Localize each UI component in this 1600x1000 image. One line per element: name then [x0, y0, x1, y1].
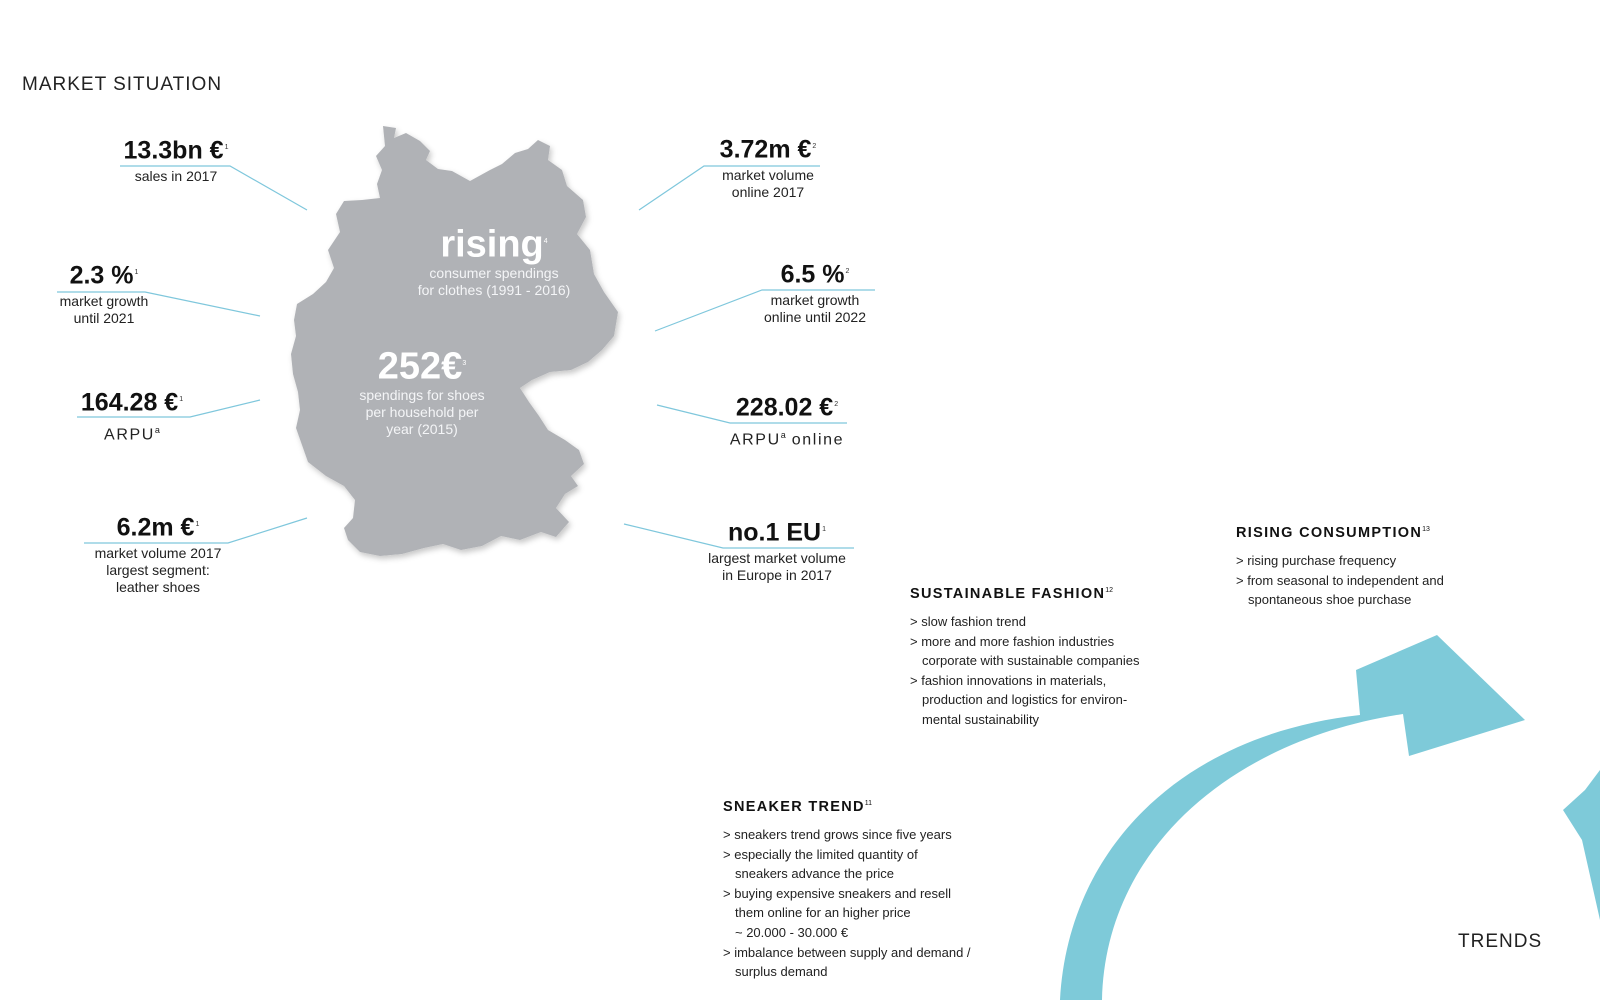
stat-no1-eu: [708, 516, 846, 584]
shoes-spending-label: spendings for shoes per household per year (2015): [359, 386, 485, 437]
stat-label: largest market volume in Europe in 2017: [708, 550, 846, 584]
stat-sales: [124, 134, 229, 185]
stat-arpu: [81, 386, 183, 446]
stat-value: 6.5 %$^2$: [780, 260, 850, 289]
trend-bullet: > fashion innovations in materials, production and logistics for environ- mental sustainability: [910, 671, 1140, 730]
shoes-spending-value: 252€$^3$: [377, 345, 467, 388]
stat-value: 2.3 %$^1$: [69, 261, 139, 290]
rising-label: consumer spendings for clothes (1991 - 2016): [417, 264, 571, 298]
stat-arpu-online: [730, 391, 844, 451]
trend-bullet-list: [723, 825, 971, 982]
trend-heading: RISING CONSUMPTION$^{13}$: [1236, 525, 1430, 541]
germany-map-shape: [291, 126, 618, 556]
trend-heading: SUSTAINABLE FASHION$^{12}$: [910, 586, 1114, 602]
trend-bullet: > slow fashion trend: [910, 612, 1140, 632]
stat-market-volume: [95, 511, 222, 596]
trend-sneaker: [723, 799, 971, 982]
trends-title: TRENDS: [1458, 931, 1543, 952]
trend-bullet: > from seasonal to independent and spontaneous shoe purchase: [1236, 571, 1444, 610]
stat-label: market volume online 2017: [722, 167, 814, 201]
trend-rising-consumption: [1236, 525, 1444, 610]
trend-heading: SNEAKER TREND$^{11}$: [723, 799, 873, 815]
stat-value: 6.2m €$^1$: [116, 513, 200, 542]
map-rising-block: [418, 222, 571, 299]
stat-label: ARPU$^a$: [104, 425, 160, 444]
stat-value: no.1 $EU^1$: [728, 518, 826, 547]
trend-bullet: > buying expensive sneakers and resell them online for an higher price ~ 20.000 - 30.000 €: [723, 884, 971, 943]
stat-label: market growth until 2021: [59, 293, 149, 327]
trend-bullet: > especially the limited quantity of sneakers advance the price: [723, 845, 971, 884]
arrow-ring-right-segment: [1563, 770, 1600, 920]
trend-bullet: > sneakers trend grows since five years: [723, 825, 971, 845]
trend-bullet: > more and more fashion industries corporate with sustainable companies: [910, 632, 1140, 671]
trend-bullet-list: [910, 612, 1140, 730]
trend-bullet-list: [1236, 551, 1444, 610]
rising-value: rising$^4$: [440, 223, 548, 266]
trend-sustainable-fashion: [910, 586, 1140, 730]
stat-label: market growth online until 2022: [764, 292, 866, 326]
stat-label: ARPU$^a$ online: [729, 430, 845, 449]
stat-value: 164.28 €$^1$: [80, 388, 184, 417]
stat-value: 13.3bn €$^1$: [123, 136, 229, 165]
stat-market-volume-online: [720, 133, 817, 201]
stat-value: 3.72m €$^2$: [719, 135, 817, 164]
map-shoes-block: [359, 344, 484, 438]
stat-label: market volume 2017 largest segment: leather shoes: [94, 545, 222, 596]
stat-value: 228.02 €$^2$: [735, 393, 839, 422]
stat-market-growth-online: [764, 258, 866, 326]
trend-bullet: > imbalance between supply and demand / surplus demand: [723, 943, 971, 982]
stat-market-growth: [60, 259, 149, 327]
trend-bullet: > rising purchase frequency: [1236, 551, 1444, 571]
stat-label: sales in 2017: [134, 168, 218, 185]
market-situation-title: MARKET SITUATION: [22, 74, 223, 95]
